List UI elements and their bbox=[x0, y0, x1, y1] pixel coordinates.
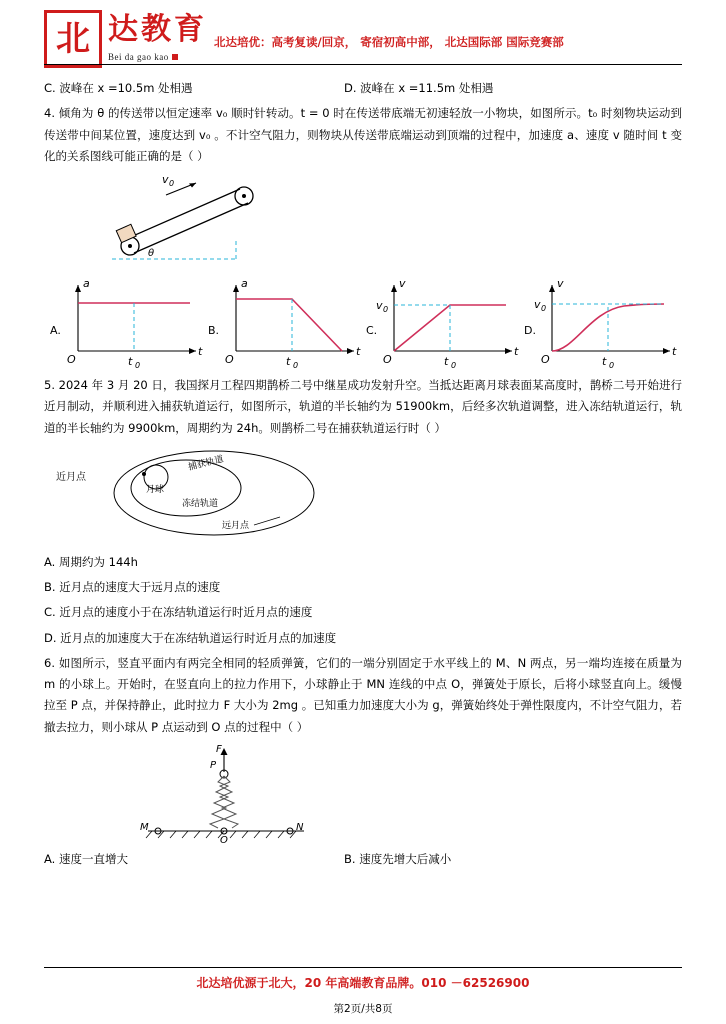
q4-graph-row bbox=[44, 273, 682, 371]
svg-text:O: O bbox=[541, 353, 550, 367]
logo-chinese-name: 达教育 bbox=[108, 12, 207, 47]
svg-text:M: M bbox=[140, 821, 149, 833]
svg-text:P: P bbox=[210, 759, 217, 771]
svg-text:0: 0 bbox=[541, 304, 547, 314]
q5-orbit-figure bbox=[44, 443, 682, 548]
svg-text:t: t bbox=[602, 355, 607, 369]
svg-text:t: t bbox=[198, 345, 203, 359]
q6-option-b: B. 速度先增大后减小 bbox=[344, 851, 452, 866]
q5-option-c: C. 近月点的速度小于在冻结轨道运行时近月点的速度 bbox=[44, 605, 313, 620]
q6-options-row bbox=[44, 849, 682, 870]
svg-text:a: a bbox=[83, 277, 90, 291]
q5-option-b: B. 近月点的速度大于远月点的速度 bbox=[44, 580, 221, 595]
svg-text:冻结轨道: 冻结轨道 bbox=[182, 498, 219, 509]
svg-text:θ: θ bbox=[148, 248, 155, 260]
logo-pinyin-text: Bei da gao kao bbox=[108, 52, 169, 62]
svg-text:O: O bbox=[67, 353, 76, 367]
svg-text:v: v bbox=[399, 277, 406, 291]
svg-text:近月点: 近月点 bbox=[56, 471, 86, 483]
q6-spring-figure bbox=[44, 742, 682, 847]
document-body bbox=[44, 70, 682, 870]
svg-text:v: v bbox=[376, 299, 383, 313]
footer-divider bbox=[44, 967, 682, 968]
svg-text:v: v bbox=[534, 298, 541, 312]
q4-graph-c-option: C. bbox=[366, 324, 378, 338]
q5-option-d: D. 近月点的加速度大于在冻结轨道运行时近月点的加速度 bbox=[44, 630, 337, 645]
svg-text:0: 0 bbox=[383, 305, 389, 315]
q4-graph-c bbox=[366, 273, 524, 371]
q4-graph-a bbox=[50, 273, 208, 371]
svg-text:捕获轨道: 捕获轨道 bbox=[187, 454, 225, 473]
header-tagline: 北达培优：高考复读/回京， 寄宿初高中部， 北达国际部 国际竞赛部 bbox=[214, 35, 564, 49]
page-header bbox=[44, 0, 682, 70]
logo-square-icon bbox=[172, 54, 178, 60]
logo-pinyin bbox=[108, 52, 207, 62]
q4-conveyor-figure bbox=[44, 171, 682, 271]
q3-option-d: D. 波峰在 x =11.5m 处相遇 bbox=[344, 81, 494, 95]
svg-text:t: t bbox=[128, 355, 133, 369]
svg-text:0: 0 bbox=[451, 361, 457, 371]
svg-text:F: F bbox=[216, 743, 222, 755]
svg-text:N: N bbox=[296, 821, 304, 833]
svg-text:0: 0 bbox=[293, 361, 299, 371]
svg-text:远月点: 远月点 bbox=[222, 520, 250, 531]
svg-text:O: O bbox=[220, 834, 228, 846]
q3-options-row bbox=[44, 78, 682, 99]
logo bbox=[44, 10, 207, 68]
footer-promo: 北达培优源于北大，20 年高端教育品牌。010 －62526900 bbox=[196, 976, 530, 990]
q6-text: 6. 如图所示，竖直平面内有两完全相同的轻质弹簧，它们的一端分别固定于水平线上的 M、N 两点，另一端均连接在质量为 m 的小球上。开始时，在竖直向上的拉力作用下，小球静止于 MN 连线的中点 O，弹簧处于原长，后将小球竖直向上。缓慢拉至 P 点，并保持静止，此时拉力 F 大小为 2mg 。已知重力加速度大小为 g，弹簧始终处于弹性限度内，不计空气阻力，若撤去拉力，则小球从 P 点运动到 O 点的过程中（ ） bbox=[44, 655, 682, 734]
q4-graph-b bbox=[208, 273, 366, 371]
svg-text:t: t bbox=[356, 345, 361, 359]
svg-text:t: t bbox=[672, 345, 677, 359]
page-footer bbox=[0, 967, 726, 1024]
svg-text:t: t bbox=[286, 355, 291, 369]
svg-text:O: O bbox=[225, 353, 234, 367]
svg-text:v: v bbox=[162, 173, 169, 187]
q5-text: 5. 2024 年 3 月 20 日，我国探月工程四期鹊桥二号中继星成功发射升空。当抵达距离月球表面某高度时，鹊桥二号开始进行近月制动，并顺利进入捕获轨道运行，如图所示，轨道的半长轴约为 51900km，后经多次轨道调整，进入冻结轨道运行，轨道的半长轴约为 9900km，周期约为 24h。则鹊桥二号在捕获轨道运行时（ ） bbox=[44, 378, 682, 435]
svg-text:a: a bbox=[241, 277, 248, 291]
logo-mark: 北 bbox=[44, 10, 102, 68]
q5-option-a: A. 周期约为 144h bbox=[44, 554, 138, 569]
header-divider bbox=[44, 64, 682, 65]
svg-text:v: v bbox=[557, 277, 564, 291]
q3-option-c: C. 波峰在 x =10.5m 处相遇 bbox=[44, 81, 193, 95]
logo-text bbox=[108, 10, 207, 62]
page-number: 第2页/共8页 bbox=[333, 1003, 393, 1015]
q4-graph-d bbox=[524, 273, 682, 371]
svg-text:0: 0 bbox=[609, 361, 615, 371]
q6-option-a: A. 速度一直增大 bbox=[44, 851, 128, 866]
svg-text:0: 0 bbox=[135, 361, 141, 371]
svg-text:月球: 月球 bbox=[146, 484, 165, 495]
svg-text:t: t bbox=[514, 345, 519, 359]
q4-graph-b-option: B. bbox=[208, 324, 220, 338]
svg-text:t: t bbox=[444, 355, 449, 369]
q4-graph-d-option: D. bbox=[524, 324, 536, 338]
svg-text:0: 0 bbox=[169, 179, 175, 189]
svg-text:O: O bbox=[383, 353, 392, 367]
q4-graph-a-option: A. bbox=[50, 324, 61, 338]
q4-text: 4. 倾角为 θ 的传送带以恒定速率 v₀ 顺时针转动。t = 0 时在传送带底端无初速轻放一小物块，如图所示。t₀ 时刻物块运动到传送带中间某位置，速度达到 v₀ 。不计空气阻力，则物块从传送带底端运动到顶端的过程中，加速度 a、速度 v 随时间 t 变化的关系图线可能正确的是（ ） bbox=[44, 106, 682, 163]
